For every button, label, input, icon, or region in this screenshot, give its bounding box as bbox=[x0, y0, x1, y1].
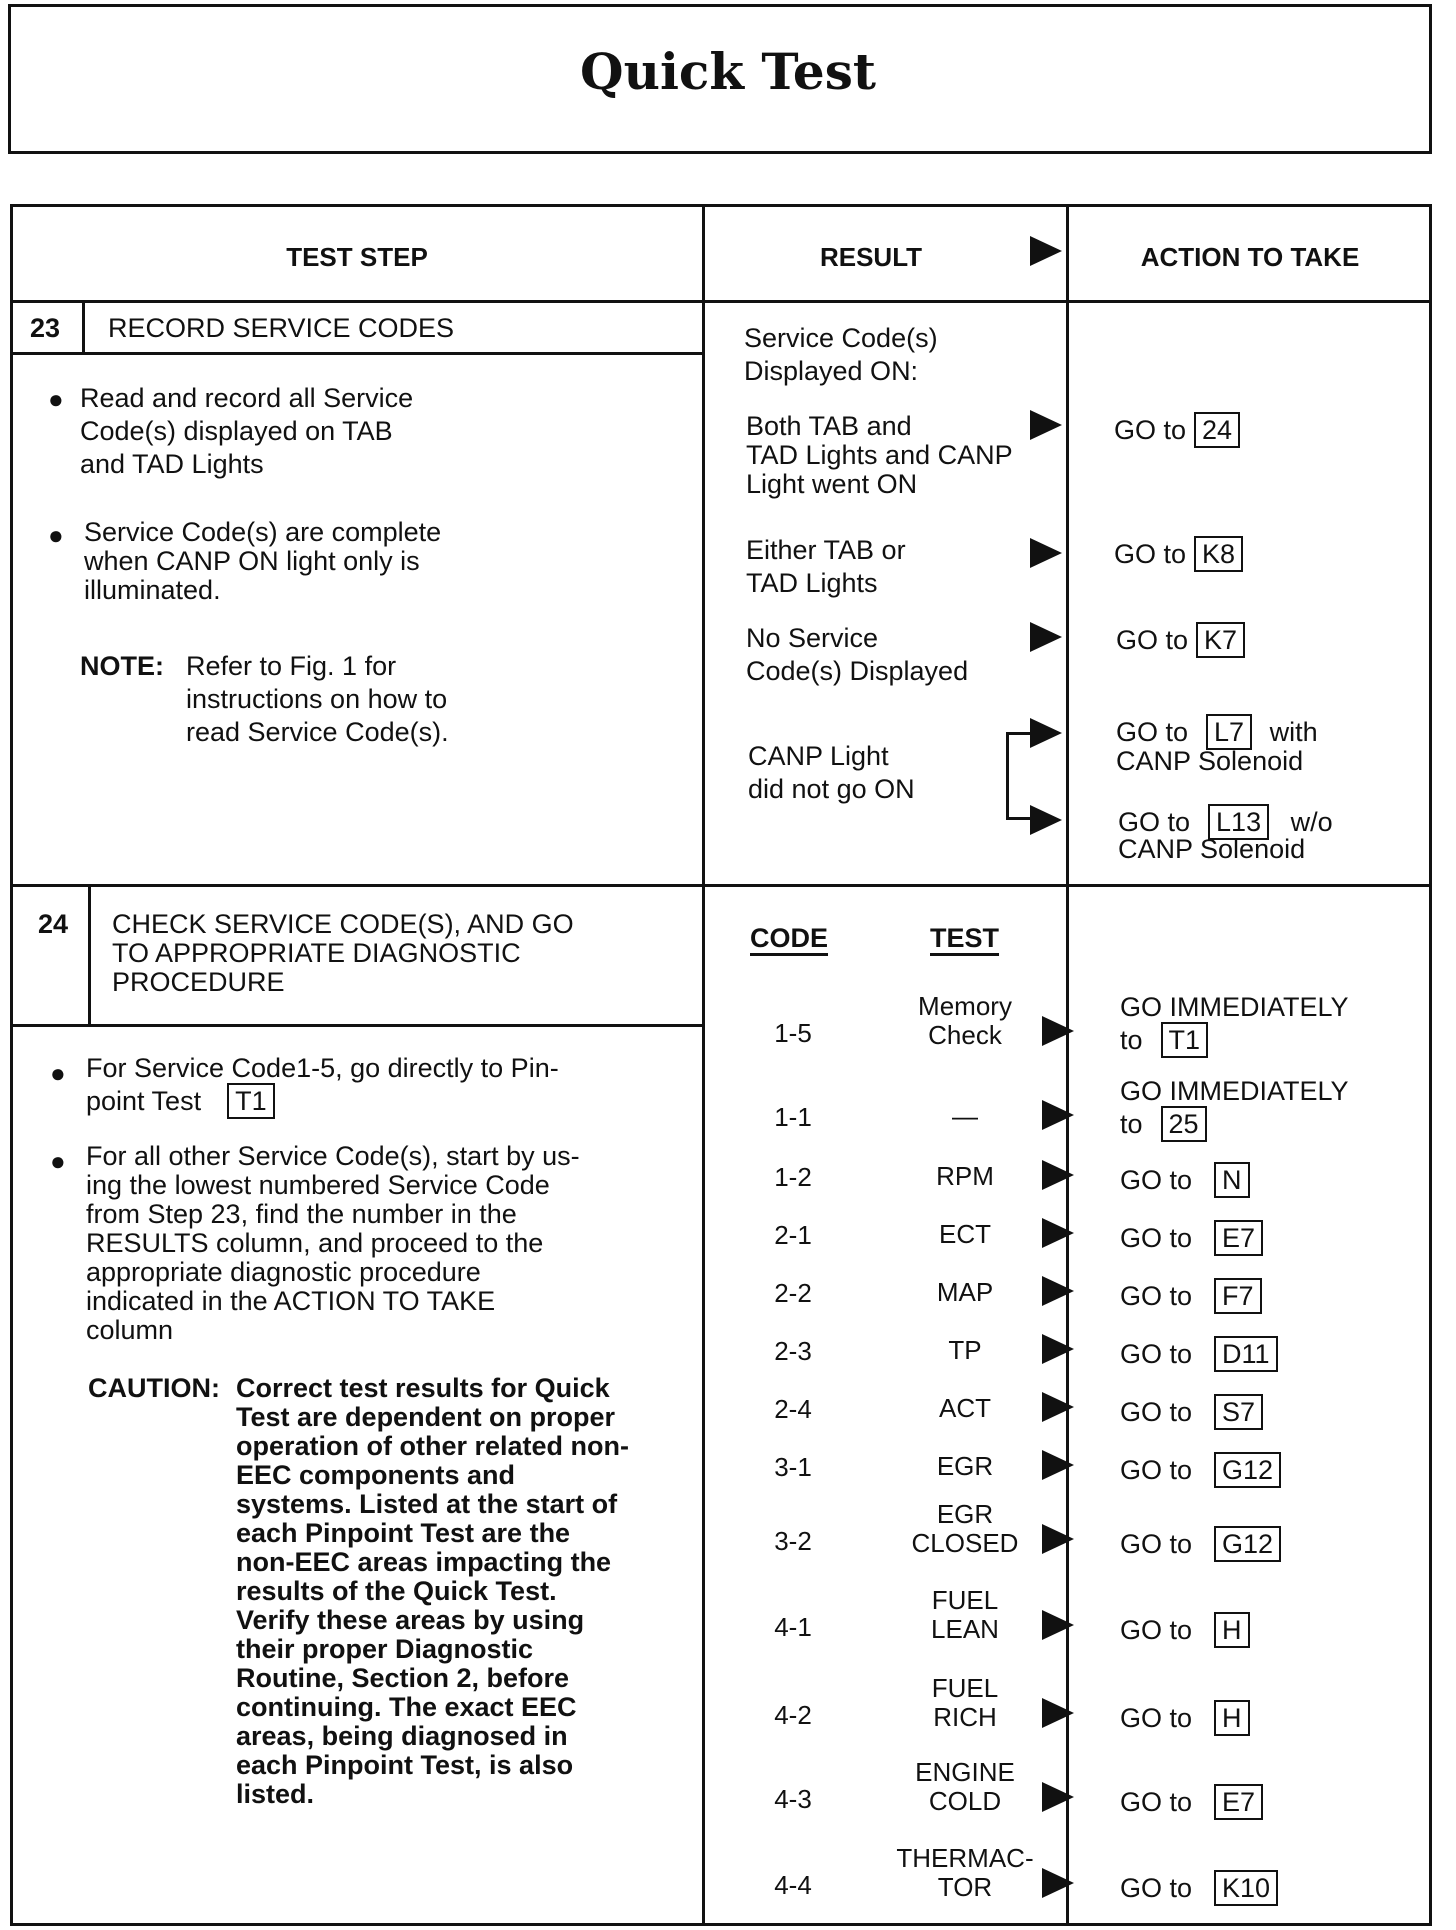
action-canp-with-line2: CANP Solenoid bbox=[1116, 746, 1304, 776]
action-go: GO to bbox=[1120, 1615, 1193, 1645]
ref-box[interactable]: T1 bbox=[1161, 1022, 1209, 1058]
column-divider bbox=[702, 204, 705, 1926]
test-name: ACT bbox=[939, 1393, 991, 1423]
action-go: GO to bbox=[1118, 807, 1191, 837]
arrow-icon bbox=[1042, 1100, 1074, 1130]
ref-box[interactable]: K10 bbox=[1214, 1870, 1278, 1906]
code-value: 2-1 bbox=[774, 1220, 812, 1250]
arrow-icon bbox=[1030, 805, 1062, 835]
action-go: GO to bbox=[1120, 1223, 1193, 1253]
ref-box[interactable]: 25 bbox=[1161, 1106, 1207, 1142]
column-divider bbox=[1066, 204, 1069, 1926]
code-value: 4-1 bbox=[774, 1612, 812, 1642]
result-no-codes: No Service Code(s) Displayed bbox=[746, 623, 969, 686]
step-24-title: CHECK SERVICE CODE(S), AND GO TO APPROPRIATE DIAGNOSTIC PROCEDURE bbox=[112, 909, 574, 997]
step-number-divider bbox=[88, 886, 91, 1024]
action-go: GO to bbox=[1120, 1455, 1193, 1485]
action-row bbox=[1116, 622, 1245, 658]
arrow-icon bbox=[1042, 1334, 1074, 1364]
step-24-bullet-1 bbox=[86, 1054, 559, 1119]
header-action: ACTION TO TAKE bbox=[1140, 242, 1360, 272]
result-canp: CANP Light did not go ON bbox=[748, 741, 915, 804]
step-23-number: 23 bbox=[30, 313, 61, 343]
code-value: 1-1 bbox=[774, 1102, 812, 1132]
step-divider bbox=[10, 884, 1432, 887]
code-value: 1-2 bbox=[774, 1162, 812, 1192]
bullet-icon: ● bbox=[48, 520, 64, 550]
action-go: GO to bbox=[1114, 415, 1187, 445]
code-value: 2-4 bbox=[774, 1394, 812, 1424]
result-both-lights: Both TAB and TAD Lights and CANP Light went ON bbox=[746, 411, 1013, 499]
test-name: ECT bbox=[939, 1219, 991, 1249]
arrow-icon bbox=[1042, 1610, 1074, 1640]
ref-box[interactable]: G12 bbox=[1214, 1452, 1281, 1488]
step-title-underline bbox=[10, 1024, 704, 1027]
page-title: Quick Test bbox=[580, 42, 876, 101]
ref-box[interactable]: D11 bbox=[1214, 1336, 1278, 1372]
ref-box[interactable]: G12 bbox=[1214, 1526, 1281, 1562]
action-row bbox=[1120, 1452, 1281, 1488]
arrow-icon bbox=[1030, 538, 1062, 568]
action-row bbox=[1120, 1784, 1263, 1820]
ref-box[interactable]: S7 bbox=[1214, 1394, 1263, 1430]
action-go: GO to bbox=[1120, 1703, 1193, 1733]
action-go: GO to bbox=[1120, 1787, 1193, 1817]
caution-text: Correct test results for Quick Test are dependent on proper operation of other related non- EEC components and systems. Listed at the start of each Pinpoint Test are the non-EEC areas impacting the results of the Quick Test. Verify these areas by using their proper Diagnostic Routine, Section 2, before continuing. The exact EEC areas, being diagnosed in each Pinpoint Test, is also listed. bbox=[236, 1373, 630, 1809]
ref-box[interactable]: F7 bbox=[1214, 1278, 1262, 1314]
test-name: TP bbox=[948, 1335, 982, 1365]
action-row bbox=[1120, 1612, 1250, 1648]
ref-box[interactable]: 24 bbox=[1194, 412, 1240, 448]
test-name: EGR bbox=[936, 1451, 994, 1481]
step-24-number: 24 bbox=[38, 909, 69, 939]
action-go: GO IMMEDIATELY bbox=[1120, 992, 1349, 1022]
test-name: MAP bbox=[936, 1277, 994, 1307]
step-23-bullet-2: Service Code(s) are complete when CANP ON light only is illuminated. bbox=[84, 517, 442, 605]
test-header: TEST bbox=[930, 923, 1000, 953]
ref-box[interactable]: K7 bbox=[1196, 622, 1245, 658]
header-divider bbox=[10, 300, 1432, 303]
note-text: Refer to Fig. 1 for instructions on how to read Service Code(s). bbox=[186, 651, 449, 747]
action-canp-with bbox=[1116, 714, 1318, 750]
action-row bbox=[1120, 1278, 1262, 1314]
arrow-icon bbox=[1030, 622, 1062, 652]
arrow-icon bbox=[1030, 718, 1062, 748]
code-value: 2-3 bbox=[774, 1336, 812, 1366]
ref-box[interactable]: T1 bbox=[227, 1083, 275, 1119]
action-after: w/o bbox=[1290, 807, 1333, 837]
test-name: — bbox=[952, 1101, 978, 1131]
action-go: GO to bbox=[1114, 539, 1187, 569]
action-to: to bbox=[1120, 1025, 1143, 1055]
arrow-icon bbox=[1042, 1698, 1074, 1728]
action-row bbox=[1120, 1700, 1250, 1736]
action-go: GO to bbox=[1120, 1397, 1193, 1427]
action-row bbox=[1120, 1336, 1278, 1372]
ref-box[interactable]: N bbox=[1214, 1162, 1250, 1198]
action-go: GO to bbox=[1120, 1529, 1193, 1559]
arrow-icon bbox=[1042, 1160, 1074, 1190]
action-go: GO to bbox=[1116, 717, 1189, 747]
arrow-icon bbox=[1042, 1218, 1074, 1248]
note-label: NOTE: bbox=[80, 651, 164, 681]
code-value: 2-2 bbox=[774, 1278, 812, 1308]
arrow-icon bbox=[1042, 1524, 1074, 1554]
test-name: ENGINE COLD bbox=[915, 1757, 1015, 1816]
test-name: FUEL LEAN bbox=[931, 1585, 999, 1644]
arrow-icon bbox=[1042, 1868, 1074, 1898]
code-value: 1-5 bbox=[774, 1018, 812, 1048]
action-go: GO to bbox=[1120, 1165, 1193, 1195]
test-name: RPM bbox=[936, 1161, 994, 1191]
step-title-underline bbox=[10, 352, 704, 355]
action-go: GO to bbox=[1120, 1339, 1193, 1369]
action-row bbox=[1114, 412, 1240, 448]
code-value: 4-4 bbox=[774, 1870, 812, 1900]
ref-box[interactable]: K8 bbox=[1194, 536, 1243, 572]
action-go: GO to bbox=[1120, 1281, 1193, 1311]
arrow-icon bbox=[1042, 1276, 1074, 1306]
arrow-icon bbox=[1030, 410, 1062, 440]
action-go: GO to bbox=[1116, 625, 1189, 655]
ref-box[interactable]: H bbox=[1214, 1700, 1250, 1736]
action-row bbox=[1120, 1076, 1349, 1142]
action-row bbox=[1120, 1162, 1250, 1198]
caution-label: CAUTION: bbox=[88, 1373, 220, 1403]
code-value: 4-2 bbox=[774, 1700, 812, 1730]
code-value: 3-1 bbox=[774, 1452, 812, 1482]
bracket-connector bbox=[1006, 732, 1030, 820]
code-value: 4-3 bbox=[774, 1784, 812, 1814]
arrow-icon bbox=[1042, 1782, 1074, 1812]
test-name: EGR CLOSED bbox=[911, 1499, 1019, 1558]
step-23-title: RECORD SERVICE CODES bbox=[108, 313, 455, 343]
action-go: GO IMMEDIATELY bbox=[1120, 1076, 1349, 1106]
bullet-icon: ● bbox=[48, 384, 64, 414]
action-row bbox=[1120, 992, 1349, 1058]
step-number-divider bbox=[82, 302, 85, 352]
step-23-bullet-1: Read and record all Service Code(s) displayed on TAB and TAD Lights bbox=[80, 383, 414, 479]
ref-box[interactable]: L7 bbox=[1206, 714, 1252, 750]
action-go: GO to bbox=[1120, 1873, 1193, 1903]
test-name: FUEL RICH bbox=[931, 1673, 999, 1732]
action-row bbox=[1120, 1526, 1281, 1562]
bullet-1-text: For Service Code1-5, go directly to Pin- point Test bbox=[86, 1053, 559, 1116]
bullet-icon: ● bbox=[50, 1058, 66, 1088]
code-value: 3-2 bbox=[774, 1526, 812, 1556]
ref-box[interactable]: L13 bbox=[1208, 804, 1269, 840]
bullet-icon: ● bbox=[50, 1146, 66, 1176]
step-24-bullet-2: For all other Service Code(s), start by us- ing the lowest numbered Service Code from Step 23, find the number in the RESULTS column, and proceed to the appropriate diagnostic procedure indicated in the ACTION TO TAKE column bbox=[86, 1141, 580, 1345]
action-row bbox=[1120, 1870, 1278, 1906]
ref-box[interactable]: E7 bbox=[1214, 1220, 1263, 1256]
code-header: CODE bbox=[750, 923, 829, 953]
header-result: RESULT bbox=[819, 242, 923, 272]
action-after: with bbox=[1269, 717, 1318, 747]
arrow-icon bbox=[1042, 1450, 1074, 1480]
header-test-step: TEST STEP bbox=[286, 242, 428, 272]
arrow-icon bbox=[1042, 1016, 1074, 1046]
ref-box[interactable]: E7 bbox=[1214, 1784, 1263, 1820]
action-row bbox=[1120, 1220, 1263, 1256]
test-name: THERMAC- TOR bbox=[896, 1843, 1034, 1902]
action-row bbox=[1114, 536, 1243, 572]
result-either-lights: Either TAB or TAD Lights bbox=[746, 535, 906, 598]
action-to: to bbox=[1120, 1109, 1143, 1139]
header-arrow-icon bbox=[1030, 236, 1062, 266]
action-row bbox=[1120, 1394, 1263, 1430]
result-intro: Service Code(s) Displayed ON: bbox=[744, 323, 938, 386]
action-canp-without-line2: CANP Solenoid bbox=[1118, 834, 1306, 864]
ref-box[interactable]: H bbox=[1214, 1612, 1250, 1648]
test-name: Memory Check bbox=[918, 991, 1012, 1050]
arrow-icon bbox=[1042, 1392, 1074, 1422]
